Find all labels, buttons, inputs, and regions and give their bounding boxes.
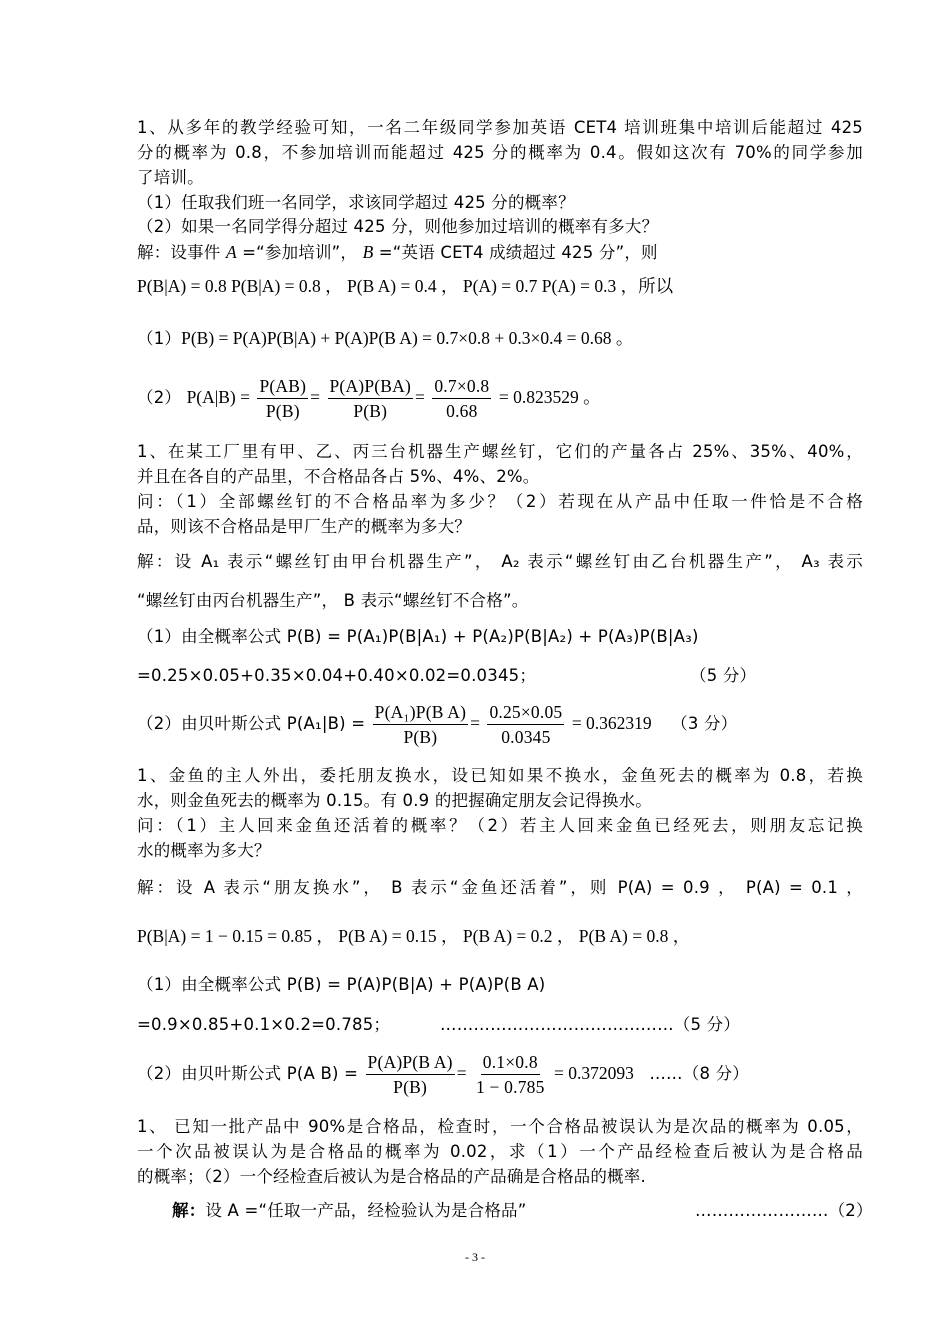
problem2-line4: 品，则该不合格品是甲厂生产的概率为多大？ — [137, 517, 471, 536]
problem1-line3: 了培训。 — [137, 168, 204, 187]
fraction: $\frac{\text{P(A)P(B A)}}{P(B)}$ — [367, 1052, 453, 1097]
problem1-line1: 1、从多年的教学经验可知，一名二年级同学参加英语 CET4 培训班集中培训后能超过 425 — [137, 118, 863, 137]
problem3-given-probabilities: P(B|A) = 1 − 0.15 = 0.85 ， P(B A) = 0.15 ， P(B A) = 0.2 ， P(B A) = 0.8 ， — [137, 926, 691, 946]
fraction: $\frac{0.25\times 0.05}{0.0345}$ — [489, 702, 563, 747]
problem2-step1: （1）由全概率公式 P(B) = P(A₁)P(B|A₁) + P(A₂)P(B|A₂) + P(A₃)P(B|A₃) — [137, 627, 699, 646]
problem3-line1: 1、金鱼的主人外出，委托朋友换水，设已知如果不换水，金鱼死去的概率为 0.8，若换 — [137, 766, 863, 785]
problem1-question2: （2）如果一名同学得分超过 425 分，则他参加过培训的概率有多大？ — [137, 217, 659, 236]
problem1-step2: （2） P(A|B) = $\frac{P(AB)}{P(B)}$ = $\frac{P(A)P(BA)}{P(B)}$ = $\frac{0.7\times 0.8}{0.68}$ = 0.823529 。 — [137, 376, 601, 421]
page-number: - 3 - — [465, 1250, 485, 1264]
problem3-line2: 水，则金鱼死去的概率为 0.15。有 0.9 的把握确定朋友会记得换水。 — [137, 791, 652, 810]
fraction: $\frac{0.1\times 0.8}{1 - 0.785}$ — [476, 1052, 545, 1097]
problem3-step1: （1）由全概率公式 P(B) = P(A)P(B|A) + P(A)P(B A) — [137, 975, 546, 994]
fraction: $\frac{\text{P(A₁)P(B A)}}{P(B)}$ — [374, 702, 467, 747]
fraction: $\frac{P(AB)}{P(B)}$ — [259, 376, 307, 421]
problem3-line4: 水的概率为多大？ — [137, 841, 271, 860]
problem3-step2: （2）由贝叶斯公式 P(A B) = $\frac{\text{P(A)P(B A)}}{P(B)}$ = $\frac{0.1\times 0.8}{1 - 0.785}$ = 0.372093 ……（8 分） — [137, 1052, 749, 1097]
problem2-solution-line2: “螺丝钉由丙台机器生产”， B 表示“螺丝钉不合格”。 — [137, 591, 529, 610]
problem3-line3: 问：（1）主人回来金鱼还活着的概率？（2）若主人回来金鱼已经死去，则朋友忘记换 — [137, 816, 863, 835]
problem1-question1: （1）任取我们班一名同学，求该同学超过 425 分的概率？ — [137, 193, 575, 212]
problem4-line2: 一个次品被误认为是合格品的概率为 0.02，求（1）一个产品经检查后被认为是合格品 — [137, 1142, 863, 1161]
fraction: $\frac{P(A)P(BA)}{P(B)}$ — [329, 376, 412, 421]
problem1-given-probabilities: P(B|A) = 0.8 P(B|A) = 0.8 ， P(B A) = 0.4 ， P(A) = 0.7 P(A) = 0.3 ，所以 — [137, 276, 674, 296]
problem1-solution-setup: 解：设事件 A =“参加培训”， B =“英语 CET4 成绩超过 425 分”，则 — [137, 242, 658, 262]
fraction: $\frac{0.7\times 0.8}{0.68}$ — [434, 376, 490, 421]
problem1-step1: （1）P(B) = P(A)P(B|A) + P(A)P(B A) = 0.7×0.8 + 0.3×0.4 = 0.68 。 — [137, 328, 634, 348]
problem4-line1: 1、 已知一批产品中 90%是合格品，检查时，一个合格品被误认为是次品的概率为 0.05， — [137, 1117, 863, 1136]
problem2-solution-line1: 解：设 A₁ 表示“螺丝钉由甲台机器生产”， A₂ 表示“螺丝钉由乙台机器生产”， A₃ 表示 — [137, 552, 863, 571]
problem2-step2: （2）由贝叶斯公式 P(A₁|B) = $\frac{\text{P(A₁)P(B A)}}{P(B)}$ = $\frac{0.25\times 0.05}{0.0345}$ = 0.362319 （3 分） — [137, 702, 738, 747]
problem2-line3: 问：（1）全部螺丝钉的不合格品率为多少？（2）若现在从产品中任取一件恰是不合格 — [137, 492, 863, 511]
problem2-step1-calc: =0.25×0.05+0.35×0.04+0.40×0.02=0.0345； （5 分） — [137, 666, 757, 685]
problem4-line3: 的概率；（2）一个经检查后被认为是合格品的产品确是合格品的概率. — [137, 1167, 646, 1186]
problem3-step1-calc: =0.9×0.85+0.1×0.2=0.785； ……………………………………（5 分） — [137, 1015, 741, 1034]
problem4-solution: 解：设 A =“任取一产品，经检验认为是合格品” ……………………（2） — [172, 1201, 873, 1220]
problem3-solution-setup: 解：设 A 表示“朋友换水”， B 表示“金鱼还活着”，则 P(A) = 0.9 ， P(A) = 0.1 ， — [137, 878, 863, 897]
problem2-line2: 并且在各自的产品里，不合格品各占 5%、4%、2%。 — [137, 467, 540, 486]
problem2-line1: 1、在某工厂里有甲、乙、丙三台机器生产螺丝钉，它们的产量各占 25%、35%、40%， — [137, 442, 863, 461]
problem1-line2: 分的概率为 0.8，不参加培训而能超过 425 分的概率为 0.4。假如这次有 70%的同学参加 — [137, 143, 863, 162]
